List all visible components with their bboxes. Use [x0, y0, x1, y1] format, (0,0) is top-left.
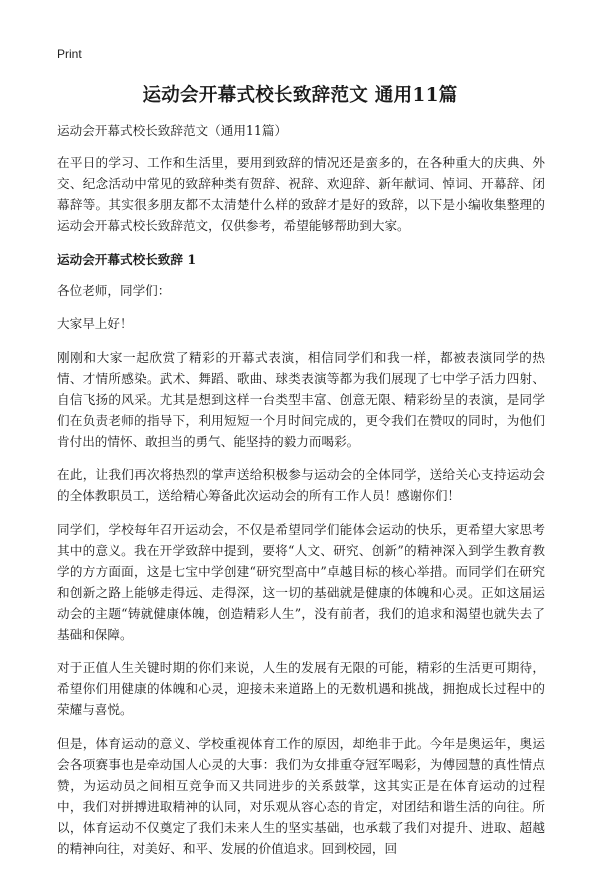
intro-paragraph: 在平日的学习、工作和生活里，要用到致辞的情况还是蛮多的，在各种重大的庆典、外交、纪念活动中常见的致辞种类有贺辞、祝辞、欢迎辞、新年献词、悼词、开幕辞、闭幕辞等。其实很多朋友都不太清楚什么样的致辞才是好的致辞，以下是小编收集整理的运动会开幕式校长致辞范文，仅供参考，希望能够帮助到大家。: [57, 155, 545, 233]
greeting-paragraph: 各位老师，同学们：: [57, 282, 171, 298]
morning-paragraph: 大家早上好！: [57, 316, 133, 331]
body-paragraph: 同学们，学校每年召开运动会，不仅是希望同学们能体会运动的快乐，更希望大家思考其中的意义。我在开学致辞中提到，要将“人文、研究、创新”的精神深入到学生教育教学的方方面面，这是七宝中学创建“研究型高中”卓越目标的核心举措。而同学们在研究和创新之路上能够走得远、走得深，这一切的基础就是健康的体魄和心灵。正如这届运动会的主题“铸就健康体魄，创造精彩人生”，没有前者，我们的追求和渴望也就失去了基础和保障。: [57, 521, 545, 642]
body-paragraph: 对于正值人生关键时期的你们来说，人生的发展有无限的可能，精彩的生活更可期待，希望你们用健康的体魄和心灵，迎接未来道路上的无数机遇和挑战，拥抱成长过程中的荣耀与喜悦。: [57, 660, 545, 717]
body-paragraph: 在此，让我们再次将热烈的掌声送给积极参与运动会的全体同学，送给关心支持运动会的全体教职员工，送给精心筹备此次运动会的所有工作人员！感谢你们！: [57, 467, 545, 503]
print-link[interactable]: Print: [57, 47, 82, 61]
body-paragraph: 刚刚和大家一起欣赏了精彩的开幕式表演，相信同学们和我一样，都被表演同学的热情、才情所感染。武术、舞蹈、歌曲、球类表演等都为我们展现了七中学子活力四射、自信飞扬的风采。尤其是想到这样一台类型丰富、创意无限、精彩纷呈的表演，是同学们在负责老师的指导下，利用短短一个月时间完成的，更令我们在赞叹的同时，为他们肯付出的情怀、敢担当的勇气、能坚持的毅力而喝彩。: [57, 349, 545, 449]
section-heading: 运动会开幕式校长致辞 1: [57, 251, 197, 267]
page-title: 运动会开幕式校长致辞范文 通用11篇: [142, 85, 458, 106]
body-paragraph: 但是，体育运动的意义、学校重视体育工作的原因，却绝非于此。今年是奥运年，奥运会各项赛事也是牵动国人心灵的大事：我们为女排重夺冠军喝彩，为傅园慧的真性情点赞，为运动员之间相互竞争而又共同进步的关系鼓掌，这其实正是在体育运动的过程中，我们对拼搏进取精神的认同，对乐观从容心态的肯定，对团结和谐生活的向往。所以，体育运动不仅奠定了我们未来人生的坚实基础，也承载了我们对提升、进取、超越的精神向往，对美好、和平、发展的价值追求。回到校园，回: [57, 735, 545, 856]
document-body: [57, 120, 545, 871]
document-subtitle: 运动会开幕式校长致辞范文（通用11篇）: [57, 123, 288, 138]
